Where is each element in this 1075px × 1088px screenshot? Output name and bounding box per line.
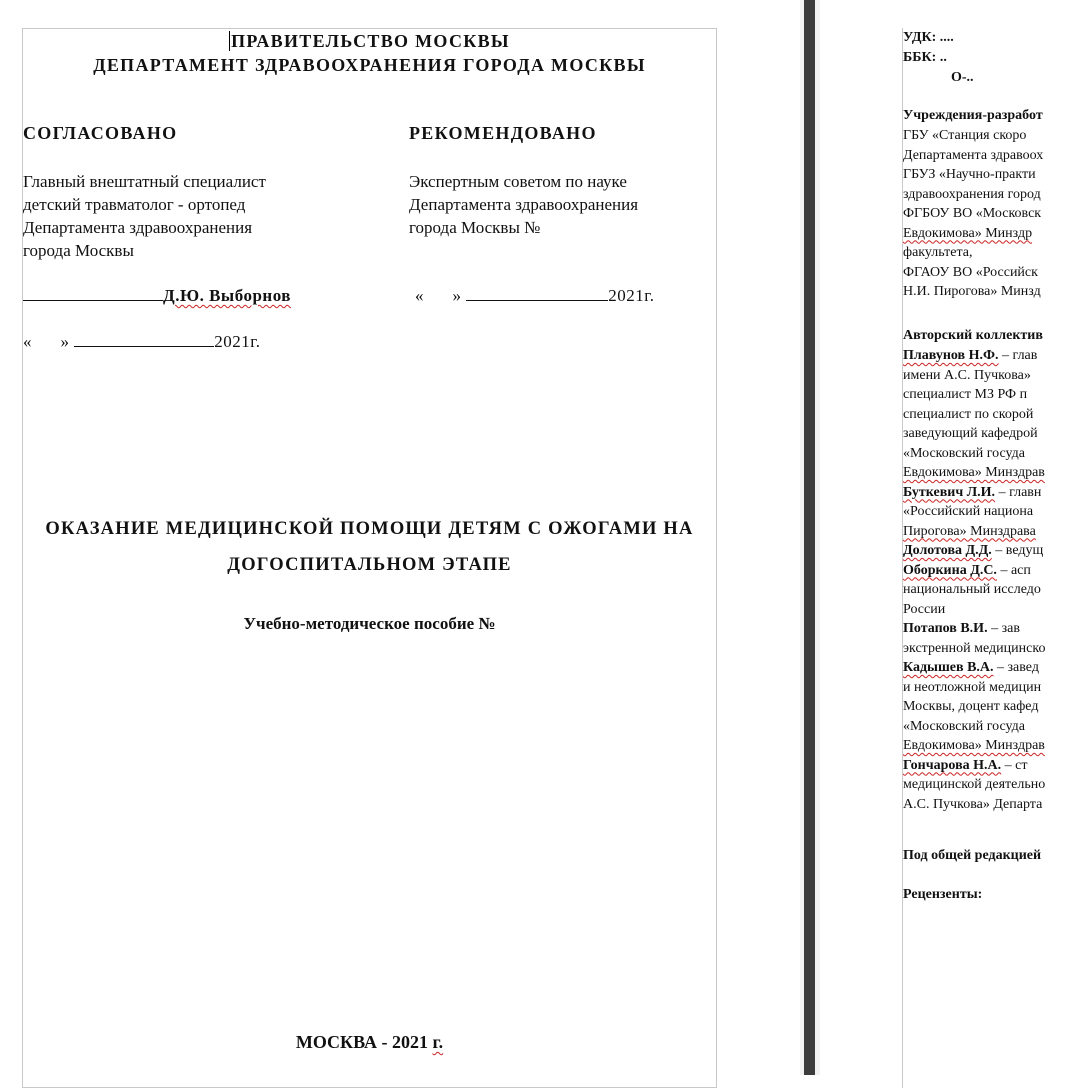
page-divider (800, 0, 820, 1075)
authors-heading: Авторский коллектив (903, 328, 1043, 343)
document-page-right (902, 28, 1075, 1088)
author-line: Потапов В.И. – зав (903, 621, 1020, 636)
udk-code: УДК: .... (903, 30, 954, 45)
date-line (74, 345, 214, 347)
agreed-line: Департамента здравоохранения (23, 218, 253, 237)
author-line: специалист МЗ РФ п (903, 387, 1028, 402)
document-page-left (22, 28, 717, 1088)
author-line: Кадышев В.А. – завед (903, 660, 1039, 675)
bbk-code: ББК: .. (903, 50, 947, 65)
author-line: Буткевич Л.И. – главн (903, 484, 1042, 500)
header-government: ПРАВИТЕЛЬСТВО МОСКВЫ (231, 31, 510, 51)
author-line: медицинской деятельно (903, 777, 1046, 792)
agreed-line: Главный внештатный специалист (23, 172, 266, 191)
author-line: Москвы, доцент кафед (903, 699, 1039, 714)
author-line: экстренной медицинско (903, 640, 1046, 656)
author-line: «Московский госуда (903, 445, 1026, 461)
author-line: Плавунов Н.Ф. – глав (903, 348, 1038, 363)
institution-line: Департамента здравоох (903, 147, 1044, 163)
city-year-footer: МОСКВА - 2021 г. (295, 1032, 444, 1052)
institution-line: ГБУЗ «Научно-практи (903, 167, 1036, 182)
institution-line: Н.И. Пирогова» Минзд (903, 284, 1041, 299)
agreed-heading: СОГЛАСОВАНО (23, 123, 178, 143)
authors-list (903, 346, 1045, 814)
author-line: А.С. Пучкова» Департа (903, 796, 1043, 812)
editor-label: Под общей редакцией (903, 848, 1042, 863)
recommended-line: Экспертным советом по науке (409, 172, 627, 191)
document-title-line1: ОКАЗАНИЕ МЕДИЦИНСКОЙ ПОМОЩИ ДЕТЯМ С ОЖОГАМИ НА (45, 519, 694, 539)
author-line: России (903, 601, 946, 617)
recommended-line: Департамента здравоохранения (409, 195, 639, 214)
author-line: Долотова Д.Д. – ведущ (903, 543, 1044, 558)
author-line: Пирогова» Минздрава (903, 523, 1036, 539)
author-line: «Московский госуда (903, 718, 1026, 734)
agreed-date: « » 2021г. (23, 332, 261, 351)
author-line: имени А.С. Пучкова» (903, 367, 1031, 383)
document-title-line2: ДОГОСПИТАЛЬНОМ ЭТАПЕ (227, 555, 512, 575)
date-line (466, 299, 608, 301)
agreed-text (23, 170, 266, 262)
author-line: заведующий кафедрой (903, 426, 1038, 441)
author-line: национальный исследо (903, 582, 1041, 597)
document-subtitle: Учебно-методическое пособие № (243, 614, 496, 633)
institution-line: Евдокимова» Минздр (903, 225, 1033, 241)
institutions-list (903, 126, 1043, 302)
author-line: специалист по скорой (903, 406, 1034, 422)
author-line: Оборкина Д.С. – асп (903, 562, 1031, 578)
author-line: Евдокимова» Минздрав (903, 465, 1045, 480)
agreed-line: города Москвы (23, 241, 134, 260)
institution-line: ГБУ «Станция скоро (903, 128, 1027, 143)
institution-line: ФГБОУ ВО «Московск (903, 206, 1042, 221)
institution-line: ФГАОУ ВО «Российск (903, 264, 1038, 280)
institution-line: здравоохранения город (903, 186, 1041, 202)
agreed-line: детский травматолог - ортопед (23, 195, 246, 214)
signature-name: Д.Ю. Выборнов (163, 286, 291, 305)
author-line: Евдокимова» Минздрав (903, 738, 1045, 753)
author-line: «Российский национа (903, 504, 1034, 519)
recommended-heading: РЕКОМЕНДОВАНО (409, 123, 597, 143)
reviewers-label: Рецензенты: (903, 887, 983, 902)
recommended-line: города Москвы № (409, 218, 541, 237)
author-line: и неотложной медицин (903, 679, 1042, 695)
author-line: Гончарова Н.А. – ст (903, 757, 1028, 773)
recommended-date: « » 2021г. (415, 286, 655, 305)
agreed-signature (23, 286, 291, 306)
author-mark: О-.. (951, 70, 974, 85)
recommended-text (409, 170, 638, 239)
institutions-heading: Учреждения-разработ (903, 108, 1043, 123)
signature-line (23, 299, 163, 301)
header-department: ДЕПАРТАМЕНТ ЗДРАВООХРАНЕНИЯ ГОРОДА МОСКВЫ (93, 55, 646, 75)
institution-line: факультета, (903, 245, 973, 260)
